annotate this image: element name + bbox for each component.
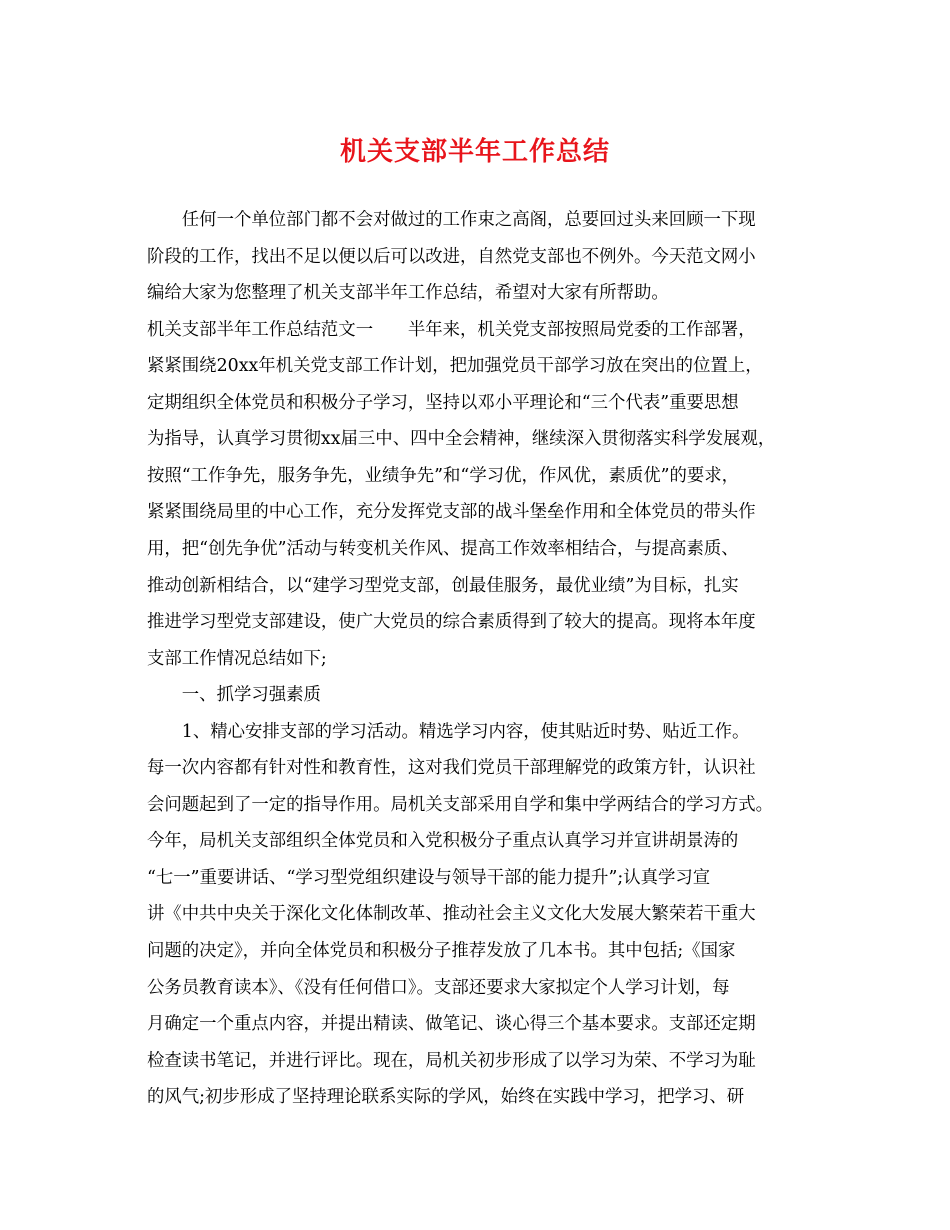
body-text-line: 问题的决定》，并向全体党员和积极分子推荐发放了几本书。其中包括;《国家	[147, 941, 736, 961]
body-text-line: 会问题起到了一定的指导作用。局机关支部采用自学和集中学两结合的学习方式。	[147, 794, 774, 815]
body-text-line: 检查读书笔记，并进行评比。现在，局机关初步形成了以学习为荣、不学习为耻	[147, 1050, 756, 1071]
body-text-line: “七一”重要讲话、“学习型党组织建设与领导干部的能力提升”;认真学习宣	[147, 867, 711, 888]
body-text-line: 的风气;初步形成了坚持理论联系实际的学风，始终在实践中学习，把学习、研	[147, 1087, 745, 1108]
body-text-line: 阶段的工作，找出不足以便以后可以改进，自然党支部也不例外。今天范文网小	[147, 246, 756, 267]
body-text-line: 讲《中共中央关于深化文化体制改革、推动社会主义文化大发展大繁荣若干重大	[147, 904, 756, 925]
body-text-line: 推动创新相结合，以“建学习型党支部，创最佳服务，最优业绩”为目标，扎实	[147, 575, 739, 596]
body-text-line: 每一次内容都有针对性和教育性，这对我们党员干部理解党的政策方针，认识社	[147, 758, 756, 779]
body-text-line: 定期组织全体党员和积极分子学习，坚持以邓小平理论和“三个代表”重要思想	[147, 392, 739, 413]
body-text-line: 任何一个单位部门都不会对做过的工作束之高阁，总要回过头来回顾一下现	[147, 210, 756, 230]
body-text-line: 用，把“创先争优”活动与转变机关作风、提高工作效率相结合，与提高素质、	[147, 538, 739, 559]
body-text-line: 紧紧围绕20xx年机关党支部工作计划，把加强党员干部学习放在突出的位置上，	[147, 356, 763, 377]
body-text-line: 紧紧围绕局里的中心工作，充分发挥党支部的战斗堡垒作用和全体党员的带头作	[147, 502, 756, 523]
body-text-line: 1、精心安排支部的学习活动。精选学习内容，使其贴近时势、贴近工作。	[147, 721, 750, 742]
body-text-line: 为指导，认真学习贯彻xx届三中、四中全会精神，继续深入贯彻落实科学发展观，	[147, 429, 776, 450]
body-text-line: 按照“工作争先，服务争先，业绩争先”和“学习优，作风优，素质优”的要求，	[147, 465, 740, 486]
body-text-line: 今年，局机关支部组织全体党员和入党积极分子重点认真学习并宣讲胡景涛的	[147, 831, 739, 852]
body-text-line: 推进学习型党支部建设，使广大党员的综合素质得到了较大的提高。现将本年度	[147, 612, 756, 633]
body-text-line: 一、抓学习强素质	[147, 685, 321, 706]
body-text-line: 公务员教育读本》、《没有任何借口》。支部还要求大家拟定个人学习计划，每	[147, 977, 730, 998]
document-title: 机关支部半年工作总结	[339, 137, 610, 167]
body-text-line: 支部工作情况总结如下;	[147, 648, 327, 669]
body-text-line: 月确定一个重点内容，并提出精读、做笔记、谈心得三个基本要求。支部还定期	[147, 1014, 756, 1035]
body-text-line: 编给大家为您整理了机关支部半年工作总结，希望对大家有所帮助。	[147, 283, 669, 304]
body-text-line: 机关支部半年工作总结范文一 半年来，机关党支部按照局党委的工作部署，	[147, 319, 756, 340]
